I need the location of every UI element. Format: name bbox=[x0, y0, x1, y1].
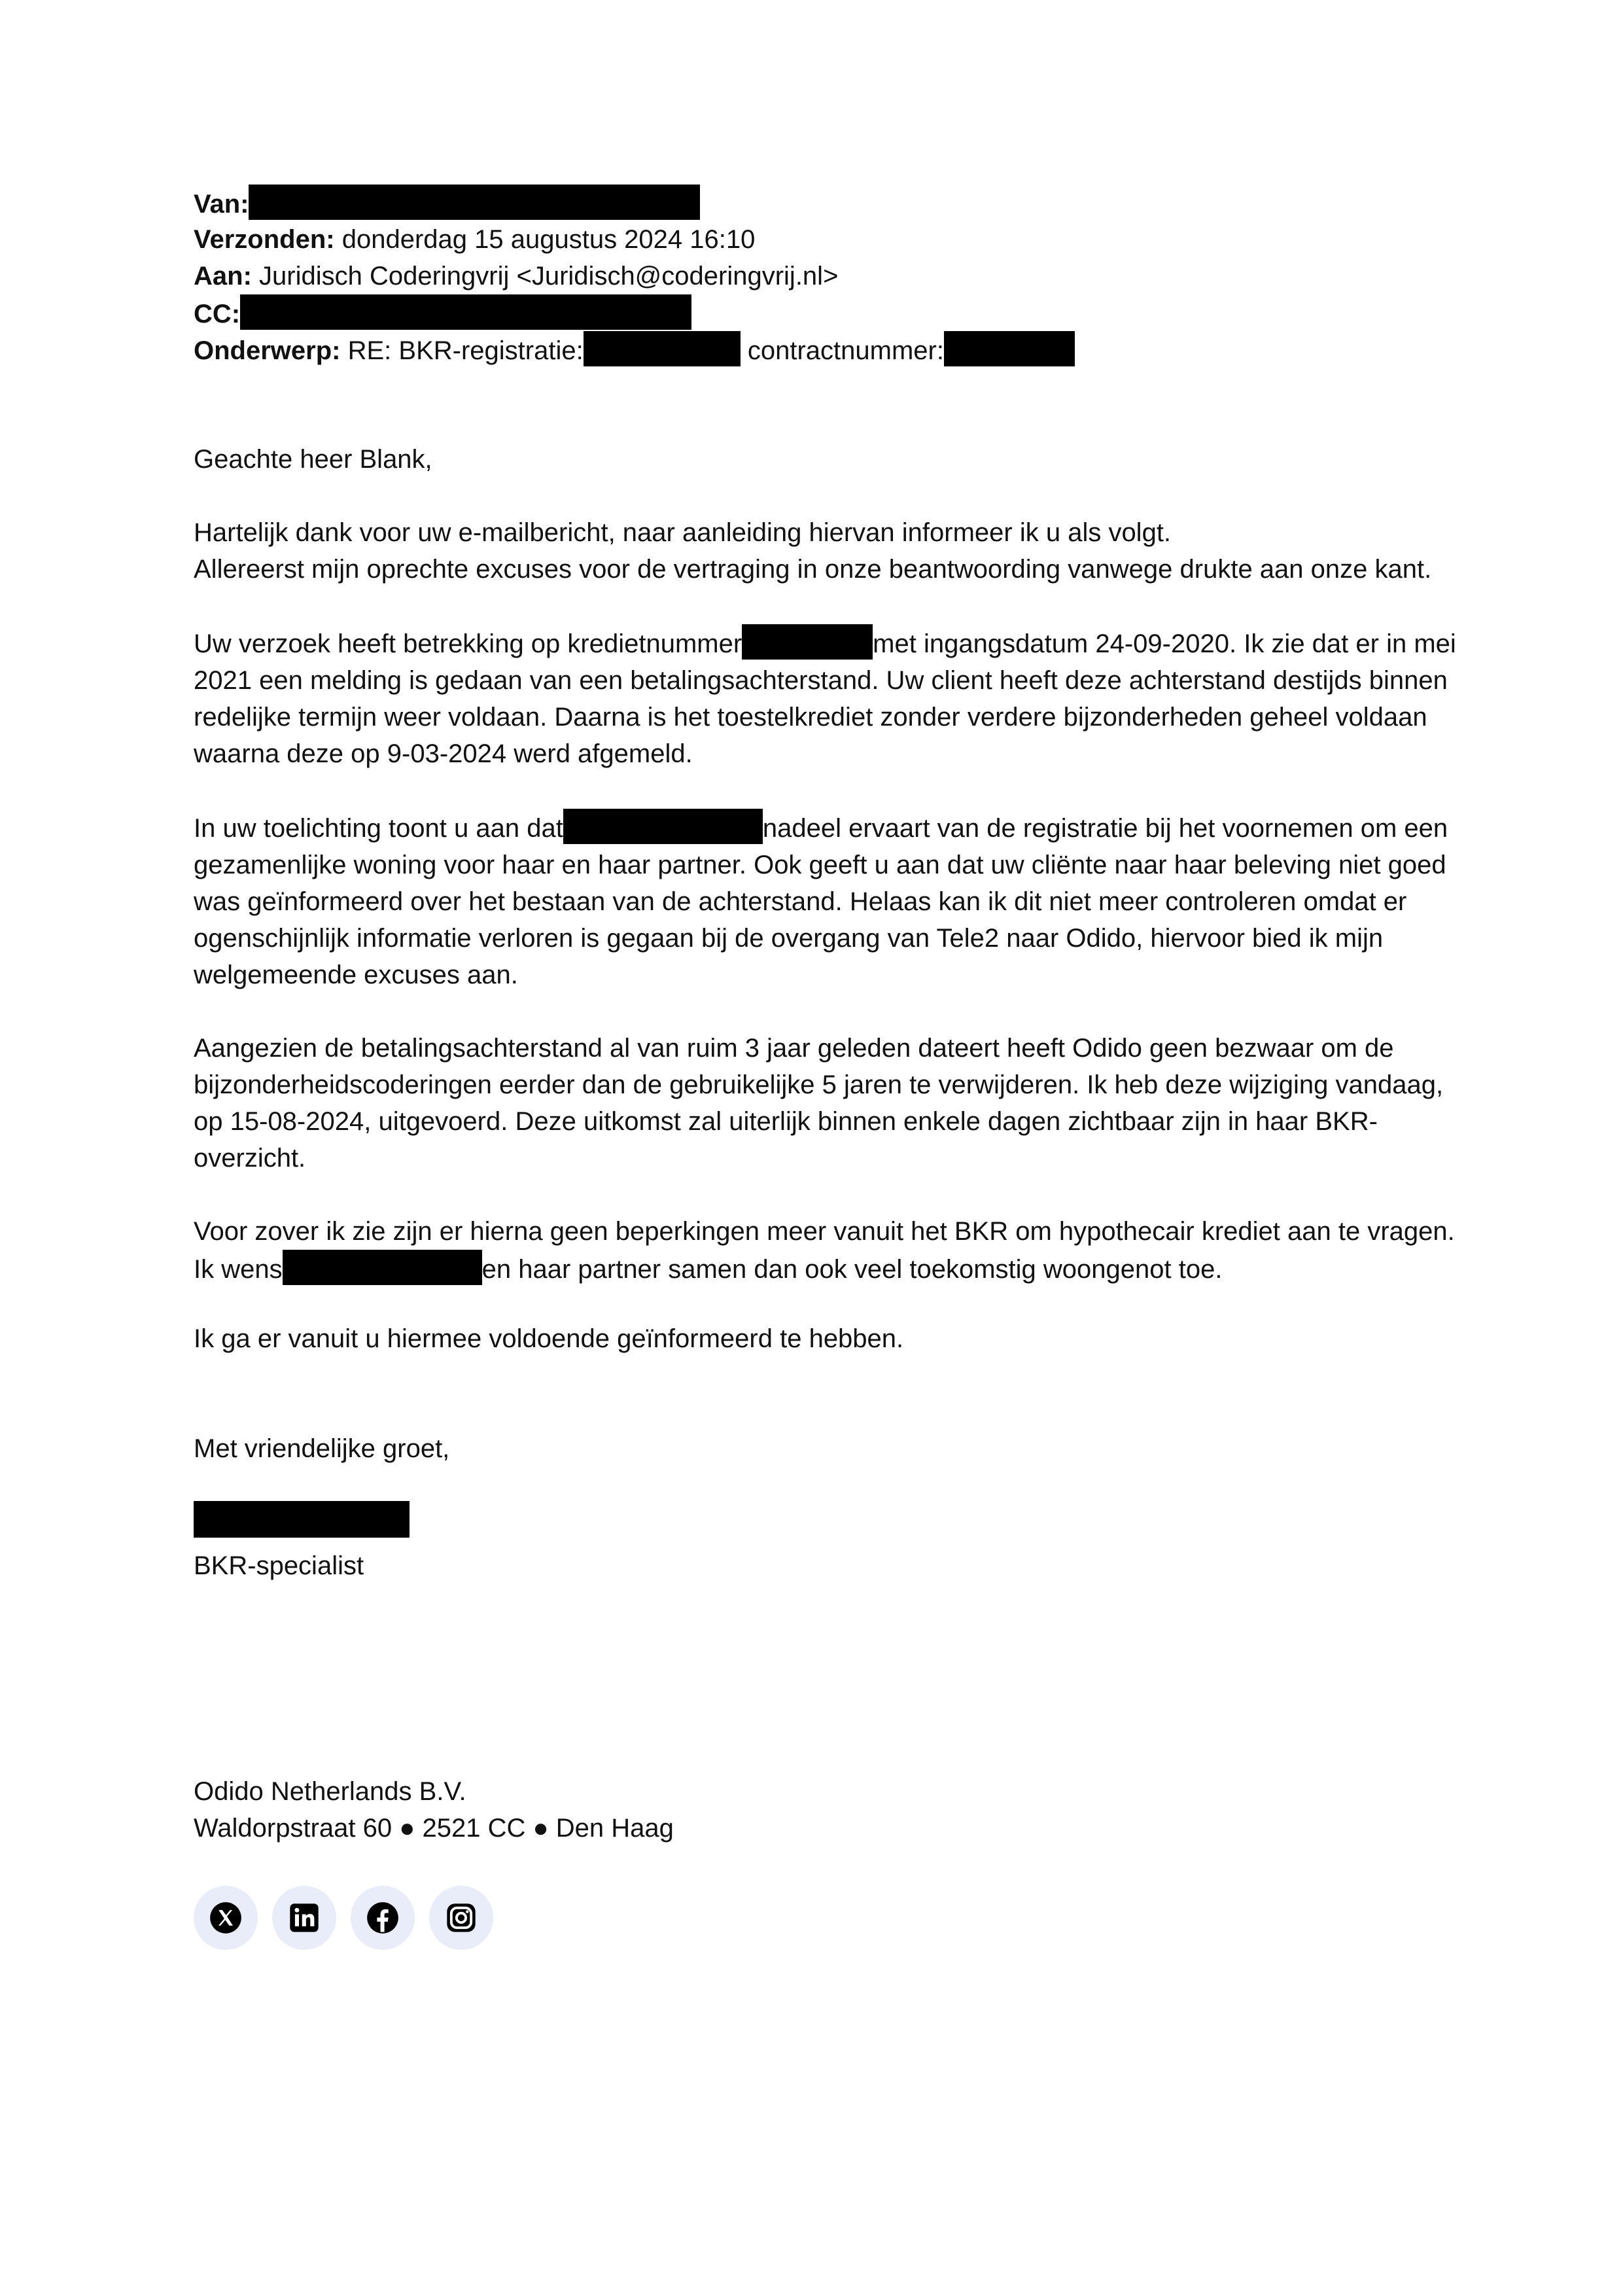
paragraph-3-text-b: nadeel ervaart van de registratie bij het voornemen om een gezamenlijke woning voor haar en haar partner. Ook geeft u aan dat uw cliënte naar haar beleving niet goed was geïnformeerd over het bestaan van de achterstand. Helaas kan ik dit niet meer controleren omdat er ogenschijnlijk informatie verloren is gegaan bij de overgang van Tele2 naar Odido, hiervoor bied ik mijn welgemeende excuses aan. bbox=[194, 814, 1448, 989]
paragraph-3 bbox=[194, 809, 1456, 993]
company-address: Waldorpstraat 60 ● 2521 CC ● Den Haag bbox=[194, 1814, 674, 1843]
paragraph-2-text-b: met ingangsdatum 24-09-2020. Ik zie dat er in mei 2021 een melding is gedaan van een betalingsachterstand. Uw client heeft deze achterstand destijds binnen redelijke termijn weer voldaan. Daarna is het toestelkrediet zonder verdere bijzonderheden geheel voldaan waarna deze op 9-03-2024 werd afgemeld. bbox=[194, 629, 1456, 768]
signature-title: BKR-specialist bbox=[194, 1551, 364, 1580]
redacted-credit-number bbox=[742, 624, 873, 660]
to-value: Juridisch Coderingvrij <Juridisch@coderingvrij.nl> bbox=[259, 262, 839, 291]
sent-line bbox=[194, 221, 1456, 258]
redacted-registration bbox=[584, 331, 741, 366]
paragraph-5 bbox=[194, 1213, 1456, 1288]
closing: Met vriendelijke groet, bbox=[194, 1434, 450, 1463]
paragraph-2 bbox=[194, 624, 1456, 772]
redacted-client-name bbox=[563, 809, 763, 844]
subject-label: Onderwerp: bbox=[194, 336, 341, 365]
from-label: Van: bbox=[194, 190, 249, 219]
facebook-icon[interactable] bbox=[351, 1886, 415, 1950]
company-name: Odido Netherlands B.V. bbox=[194, 1777, 466, 1806]
cc-line bbox=[194, 294, 1456, 331]
paragraph-1 bbox=[194, 514, 1456, 588]
company-footer bbox=[194, 1773, 674, 1846]
paragraph-1-line-2: Allereerst mijn oprechte excuses voor de vertraging in onze beantwoording vanwege drukte aan onze kant. bbox=[194, 555, 1432, 584]
linkedin-icon[interactable] bbox=[272, 1886, 336, 1950]
paragraph-2-text-a: Uw verzoek heeft betrekking op kredietnummer bbox=[194, 629, 742, 658]
sent-value: donderdag 15 augustus 2024 16:10 bbox=[341, 225, 756, 254]
letter-content bbox=[194, 185, 1456, 1584]
from-line bbox=[194, 185, 1456, 221]
subject-part2: contractnummer: bbox=[747, 336, 944, 365]
to-label: Aan: bbox=[194, 262, 252, 291]
paragraph-5-text-b: en haar partner samen dan ook veel toekomstig woongenot toe. bbox=[481, 1255, 1223, 1284]
salutation: Geachte heer Blank, bbox=[194, 445, 432, 474]
subject-line bbox=[194, 331, 1456, 368]
cc-label: CC: bbox=[194, 300, 241, 328]
social-links bbox=[194, 1886, 493, 1950]
instagram-icon[interactable] bbox=[429, 1886, 493, 1950]
paragraph-6: Ik ga er vanuit u hiermee voldoende geïnformeerd te hebben. bbox=[194, 1324, 904, 1353]
redacted-cc bbox=[240, 294, 691, 330]
x-icon[interactable] bbox=[194, 1886, 258, 1950]
paragraph-3-text-a: In uw toelichting toont u aan dat bbox=[194, 814, 563, 843]
paragraph-4: Aangezien de betalingsachterstand al van ruim 3 jaar geleden dateert heeft Odido geen bezwaar om de bijzonderheidscoderingen eerder dan de gebruikelijke 5 jaren te verwijderen. Ik heb deze wijziging vandaag, op 15-08-2024, uitgevoerd. Deze uitkomst zal uiterlijk binnen enkele dagen zichtbaar zijn in haar BKR-overzicht. bbox=[194, 1034, 1444, 1173]
signature-block bbox=[194, 1501, 1456, 1584]
redacted-contract-number bbox=[944, 331, 1075, 366]
redacted-sender bbox=[249, 185, 700, 220]
sent-label: Verzonden: bbox=[194, 225, 335, 254]
paragraph-5-text-a: Voor zover ik zie zijn er hierna geen beperkingen meer vanuit het BKR om hypothecair krediet aan te vragen. Ik wens bbox=[194, 1217, 1455, 1284]
redacted-client-name-2 bbox=[283, 1250, 482, 1285]
paragraph-1-line-1: Hartelijk dank voor uw e-mailbericht, naar aanleiding hiervan informeer ik u als volgt. bbox=[194, 518, 1172, 547]
subject-part1: RE: BKR-registratie: bbox=[347, 336, 584, 365]
to-line bbox=[194, 258, 1456, 294]
redacted-signature-name bbox=[194, 1501, 410, 1538]
